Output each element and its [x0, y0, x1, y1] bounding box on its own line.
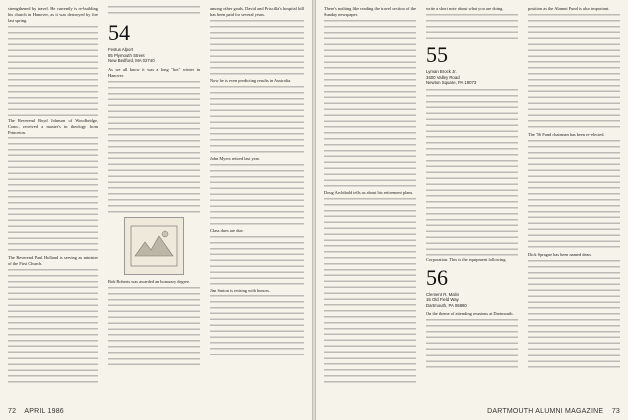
article-paragraph: Dick Sprague has been named dean. [528, 251, 592, 257]
publication-name: DARTMOUTH ALUMNI MAGAZINE [487, 408, 604, 415]
left-column-1 [8, 6, 98, 387]
decorative-emblem-icon [129, 224, 179, 268]
page-number: 73 [611, 408, 620, 415]
body-text-block [8, 26, 98, 118]
article-paragraph: position as the Alumni Fund is also important. [528, 6, 610, 11]
body-text-block [528, 14, 620, 132]
issue-date: APRIL 1986 [24, 408, 64, 415]
body-text-block [528, 140, 620, 252]
body-text-block [210, 86, 304, 156]
secretary-street: 85 Plymouth Street [108, 52, 145, 58]
article-paragraph: There's nothing like reading the travel section of the Sunday newspaper. [324, 6, 416, 17]
secretary-name: Lyman Brock Jr. [426, 68, 457, 74]
right-column-3 [528, 6, 620, 368]
body-text-block [8, 137, 98, 255]
article-paragraph: The Reverend Boyd Johnson of Woodbridge, Conn., received a master's in theology from Princeton. [8, 117, 98, 135]
article-paragraph: The Reverend Paul Holland is serving as minister of the First Church. [8, 255, 98, 267]
ornament-illustration [124, 217, 184, 275]
article-paragraph: Bob Roberts was awarded an honorary degree. [108, 278, 191, 284]
article-paragraph: Doug Archibald tells us about his retirement plans. [324, 189, 414, 195]
article-paragraph: Class dues are due. [210, 227, 244, 233]
right-page [316, 0, 628, 420]
article-paragraph: On the theme of attending reunions at Dartmouth. [426, 311, 514, 317]
page-number: 72 [8, 408, 17, 415]
left-column-2 [108, 6, 200, 365]
secretary-city: Newton Square, PA 19073 [426, 80, 477, 86]
class-secretary-address [426, 292, 518, 309]
article-paragraph: Jim Sutton is retiring with honors. [210, 287, 271, 293]
body-text-block [324, 20, 416, 190]
article-paragraph: John Myers retired last year. [210, 155, 260, 161]
body-text-block [426, 14, 518, 40]
class-year-heading: 55 [426, 41, 448, 67]
body-text-block [528, 260, 620, 368]
class-secretary-address [426, 69, 518, 86]
right-footer [487, 408, 620, 415]
article-paragraph: strengthened by travel. He currently is re-building his church in Hanover, as it was destroyed by fire last spring. [8, 6, 98, 23]
article-paragraph: Corporation. This is the equipment following. [426, 256, 507, 262]
body-text-block [426, 319, 518, 369]
body-text-block [210, 236, 304, 288]
right-column-2 [426, 6, 518, 369]
body-text-block [210, 20, 304, 78]
body-text-block [108, 6, 200, 18]
class-year-heading: 54 [108, 20, 130, 45]
secretary-name: Clement R. Malin [426, 291, 459, 297]
article-paragraph: Now he is even predicting results in Australia. [210, 77, 292, 83]
left-column-3 [210, 6, 304, 355]
body-text-block [324, 198, 416, 384]
body-text-block [8, 269, 98, 387]
body-text-block [426, 89, 518, 257]
body-text-block [108, 81, 200, 213]
article-paragraph: write a short note about what you are doing. [426, 6, 504, 11]
class-secretary-address [108, 47, 200, 64]
body-text-block [210, 164, 304, 228]
article-paragraph: As we all know it was a long "hot" winter in Hanover. [108, 66, 200, 78]
secretary-street: 3400 Valley Road [426, 74, 460, 80]
body-text-block [108, 287, 200, 365]
article-paragraph: The '56 Fund chairman has been re-elected. [528, 131, 605, 137]
body-text-block [210, 295, 304, 355]
left-footer [8, 408, 64, 415]
secretary-city: Dartmouth, PA 06880 [426, 302, 467, 308]
secretary-name: Festus Alport [108, 47, 134, 52]
right-column-1 [324, 6, 416, 384]
article-paragraph: among other goals. David and Priscilla's hospital bill has been paid for several years. [210, 6, 304, 17]
class-year-heading: 56 [426, 264, 448, 290]
secretary-street: 15 Old Field Way [426, 297, 459, 303]
left-page [0, 0, 312, 420]
secretary-city: New Bedford, MA 02740 [108, 58, 155, 64]
